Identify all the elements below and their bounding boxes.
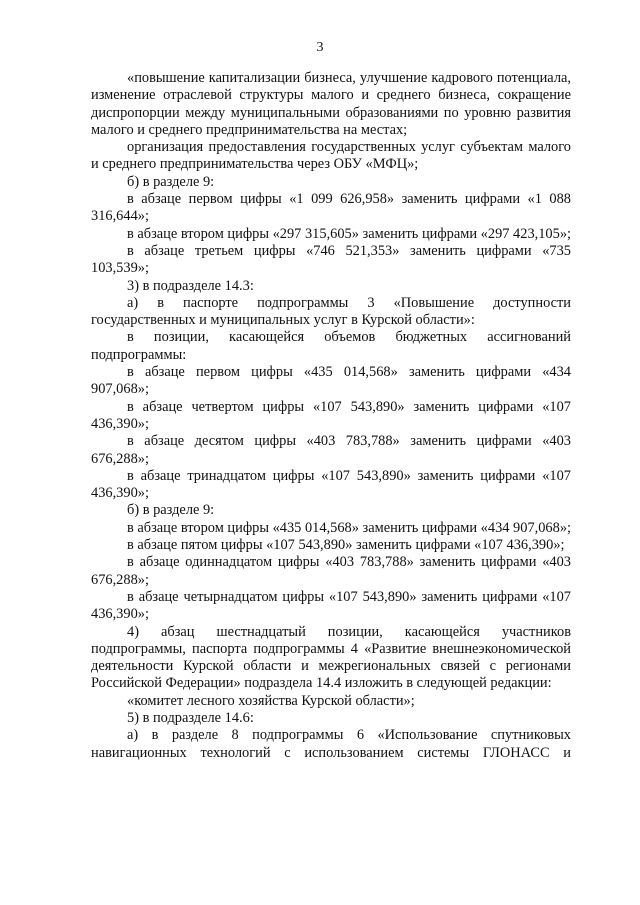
paragraph: в абзаце втором цифры «435 014,568» заменить цифрами «434 907,068»; bbox=[127, 519, 572, 536]
paragraph: «повышение капитализации бизнеса, улучшение кадрового потенциала, изменение отраслевой структуры малого и среднего бизнеса, сокращение диспропорции между муниципальными образованиями по уровню развития малого и среднего предпринимательства на местах; bbox=[91, 70, 571, 138]
paragraph: в абзаце пятом цифры «107 543,890» заменить цифрами «107 436,390»; bbox=[127, 537, 565, 554]
page-number: 3 bbox=[316, 40, 324, 55]
paragraph: организация предоставления государственных услуг субъектам малого и среднего предпринимательства через ОБУ «МФЦ»; bbox=[91, 139, 571, 173]
document-body bbox=[91, 70, 571, 762]
paragraph: 4) абзац шестнадцатый позиции, касающейся участников подпрограммы, паспорта подпрограммы 4 «Развитие внешнеэкономической деятельности Курской области и межрегиональных связей с регионами Российской Федерации» подраздела 14.4 изложить в следующей редакции: bbox=[91, 623, 571, 692]
paragraph: б) в разделе 9: bbox=[127, 173, 215, 190]
paragraph: в абзаце втором цифры «297 315,605» заменить цифрами «297 423,105»; bbox=[127, 225, 572, 242]
paragraph: в абзаце первом цифры «435 014,568» заменить цифрами «434 907,068»; bbox=[91, 364, 571, 398]
paragraph: в абзаце тринадцатом цифры «107 543,890» заменить цифрами «107 436,390»; bbox=[91, 467, 571, 502]
paragraph: в абзаце четвертом цифры «107 543,890» заменить цифрами «107 436,390»; bbox=[91, 398, 571, 432]
paragraph: в позиции, касающейся объемов бюджетных ассигнований подпрограммы: bbox=[91, 329, 571, 363]
paragraph: а) в разделе 8 подпрограммы 6 «Использование спутниковых навигационных технологий с использованием системы ГЛОНАСС и bbox=[91, 727, 571, 761]
paragraph: 3) в подразделе 14.3: bbox=[127, 277, 254, 294]
paragraph: в абзаце одиннадцатом цифры «403 783,788» заменить цифрами «403 676,288»; bbox=[91, 554, 571, 588]
paragraph: б) в разделе 9: bbox=[127, 502, 215, 519]
paragraph: в абзаце третьем цифры «746 521,353» заменить цифрами «735 103,539»; bbox=[91, 242, 571, 277]
paragraph: в абзаце первом цифры «1 099 626,958» заменить цифрами «1 088 316,644»; bbox=[91, 191, 571, 225]
paragraph: а) в паспорте подпрограммы 3 «Повышение доступности государственных и муниципальных услуг в Курской области»: bbox=[91, 294, 571, 329]
paragraph: 5) в подразделе 14.6: bbox=[127, 709, 254, 726]
paragraph: в абзаце четырнадцатом цифры «107 543,890» заменить цифрами «107 436,390»; bbox=[91, 588, 571, 623]
paragraph: в абзаце десятом цифры «403 783,788» заменить цифрами «403 676,288»; bbox=[91, 433, 571, 467]
paragraph: «комитет лесного хозяйства Курской области»; bbox=[127, 692, 415, 709]
